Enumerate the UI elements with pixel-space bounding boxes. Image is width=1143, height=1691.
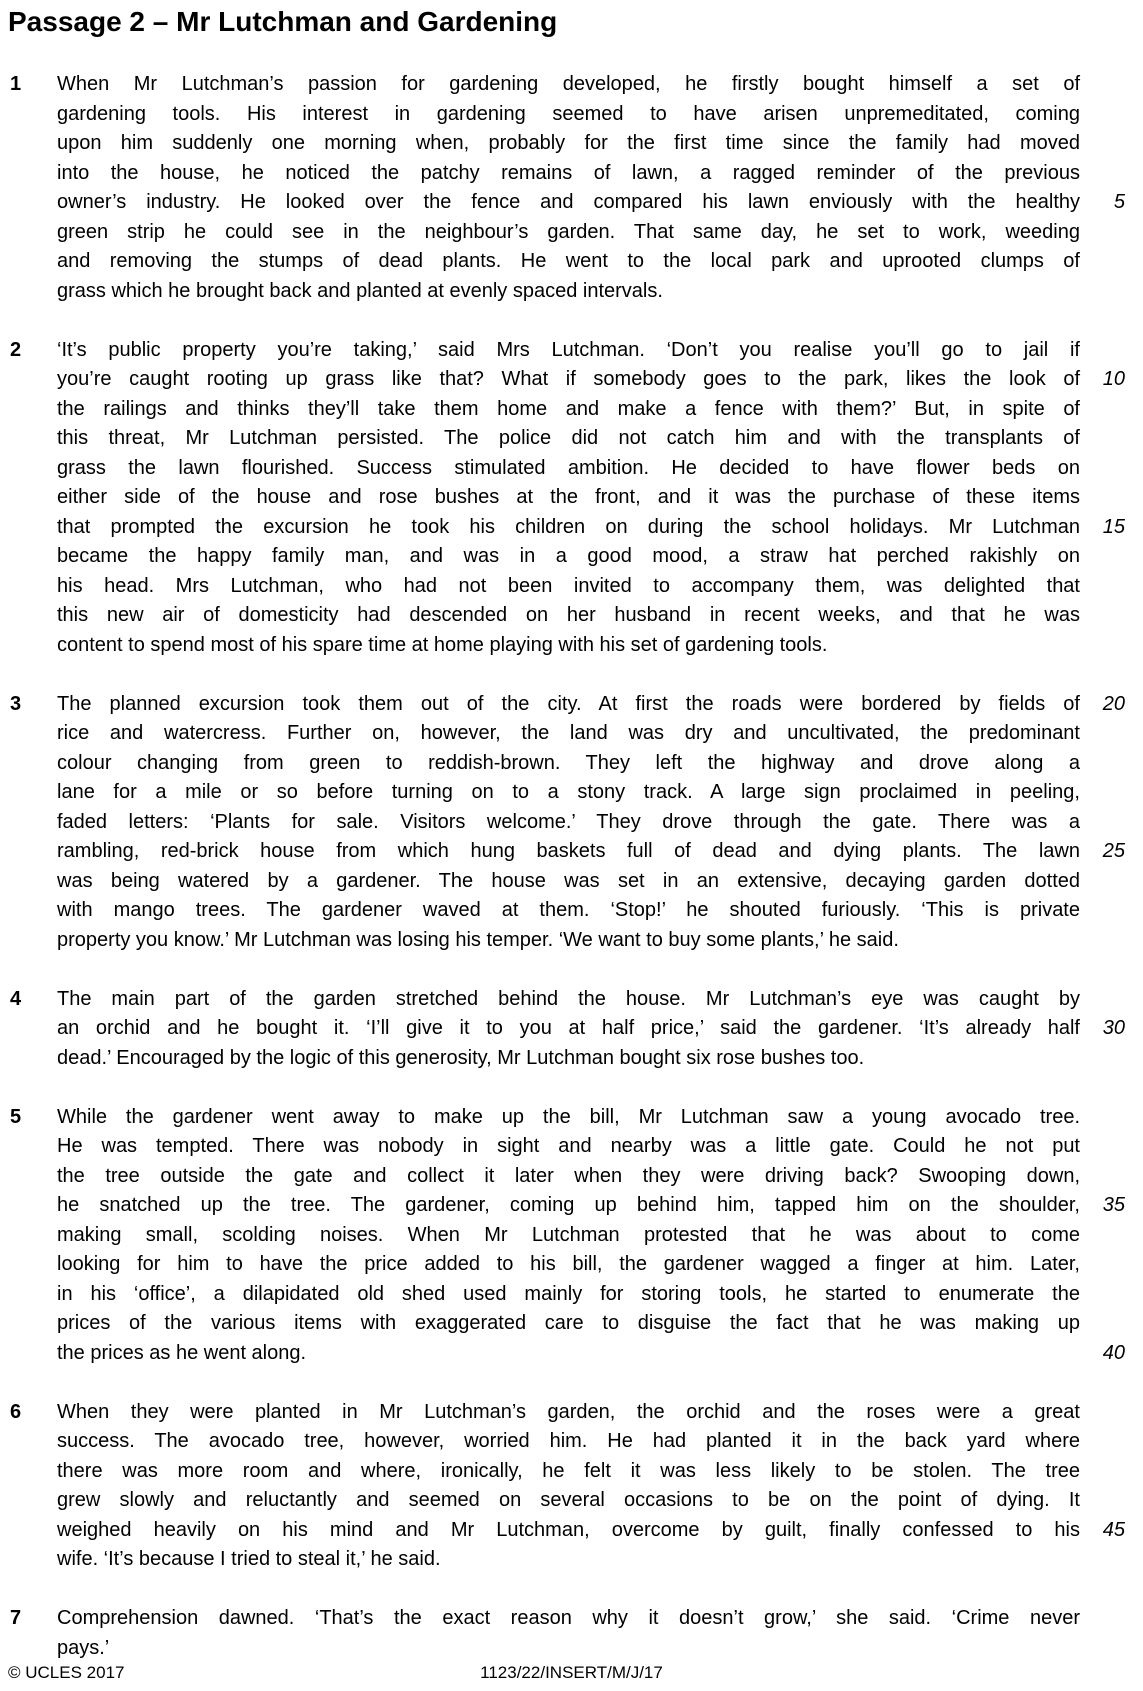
line-text: this threat, Mr Lutchman persisted. The police did not catch him and with the transplants of	[57, 427, 1080, 449]
line-text: this new air of domesticity had descended on her husband in recent weeks, and that he was	[57, 604, 1080, 626]
passage-line	[57, 100, 1080, 130]
passage-line	[57, 719, 1080, 749]
passage-line	[57, 1044, 1080, 1074]
paragraph-lines	[57, 1604, 1080, 1663]
line-text: The planned excursion took them out of the city. At first the roads were bordered by fields of	[57, 692, 1080, 715]
passage-line	[57, 395, 1080, 425]
line-text: wife. ‘It’s because I tried to steal it,’ he said.	[57, 1548, 441, 1570]
passage-line	[57, 277, 1080, 307]
paragraph-number: 5	[10, 1105, 22, 1128]
paragraph-number: 3	[10, 692, 22, 715]
passage-line	[57, 1339, 1125, 1369]
passage-line	[57, 1221, 1080, 1251]
paragraph	[10, 1398, 1125, 1575]
paragraph-lines	[57, 985, 1125, 1074]
line-text: that prompted the excursion he took his children on during the school holidays. Mr Lutchman	[57, 515, 1080, 538]
passage-line	[57, 1516, 1125, 1546]
passage-line	[57, 1398, 1080, 1428]
line-text: the prices as he went along.	[57, 1341, 307, 1364]
passage-line	[57, 336, 1080, 366]
line-text: looking for him to have the price added to his bill, the gardener wagged a finger at him. Later,	[57, 1253, 1080, 1275]
passage-line	[57, 1309, 1080, 1339]
passage-line	[57, 985, 1080, 1015]
margin-line-number: 30	[1102, 1017, 1125, 1039]
line-text: dead.’ Encouraged by the logic of this generosity, Mr Lutchman bought six rose bushes too.	[57, 1046, 865, 1069]
passage-line	[57, 1427, 1080, 1457]
paragraph-number: 4	[10, 987, 22, 1010]
line-text: there was more room and where, ironically, he felt it was less likely to be stolen. The tree	[57, 1459, 1080, 1482]
line-text: upon him suddenly one morning when, probably for the first time since the family had moved	[57, 132, 1080, 154]
line-text: the tree outside the gate and collect it later when they were driving back? Swooping down,	[57, 1164, 1080, 1187]
passage-line	[57, 1250, 1080, 1280]
line-text: content to spend most of his spare time at home playing with his set of gardening tools.	[57, 633, 828, 656]
line-text: with mango trees. The gardener waved at them. ‘Stop!’ he shouted furiously. ‘This is private	[57, 899, 1080, 921]
passage-line	[57, 690, 1125, 720]
line-text: pays.’	[57, 1636, 110, 1659]
margin-line-number: 35	[1102, 1194, 1125, 1216]
passage-content	[10, 70, 1125, 1691]
line-text: rice and watercress. Further on, however, the land was dry and uncultivated, the predominant	[57, 722, 1080, 744]
passage-line	[57, 1162, 1080, 1192]
passage-line	[57, 896, 1080, 926]
line-text: prices of the various items with exaggerated care to disguise the fact that he was making up	[57, 1312, 1080, 1334]
paragraph-number: 7	[10, 1607, 22, 1629]
margin-line-number: 45	[1102, 1518, 1125, 1541]
passage-line	[57, 542, 1080, 572]
line-text: Comprehension dawned. ‘That’s the exact reason why it doesn’t grow,’ she said. ‘Crime never	[57, 1607, 1080, 1629]
passage-line	[57, 749, 1080, 779]
line-text: and removing the stumps of dead plants. He went to the local park and uprooted clumps of	[57, 250, 1080, 272]
line-text: the railings and thinks they’ll take them home and make a fence with them?’ But, in spite of	[57, 397, 1080, 420]
passage-line	[57, 1486, 1080, 1516]
passage-line	[57, 454, 1080, 484]
margin-line-number: 10	[1102, 368, 1125, 390]
passage-line	[57, 1132, 1080, 1162]
paragraph-lines	[57, 336, 1125, 661]
line-text: weighed heavily on his mind and Mr Lutchman, overcome by guilt, finally confessed to his	[57, 1518, 1080, 1541]
passage-line	[57, 1191, 1125, 1221]
line-text: either side of the house and rose bushes at the front, and it was the purchase of these items	[57, 486, 1080, 508]
paragraph-lines	[57, 1398, 1125, 1575]
line-text: green strip he could see in the neighbour’s garden. That same day, he set to work, weeding	[57, 220, 1080, 243]
paragraph-lines	[57, 1103, 1125, 1369]
line-text: you’re caught rooting up grass like that? What if somebody goes to the park, likes the look of	[57, 368, 1080, 390]
passage-line	[57, 1457, 1080, 1487]
line-text: While the gardener went away to make up the bill, Mr Lutchman saw a young avocado tree.	[57, 1105, 1080, 1128]
page-footer	[0, 1662, 1143, 1686]
passage-line	[57, 867, 1080, 897]
passage-line	[57, 424, 1080, 454]
paragraph-number: 6	[10, 1400, 22, 1423]
passage-line	[57, 1604, 1080, 1634]
passage-line	[57, 483, 1080, 513]
line-text: property you know.’ Mr Lutchman was losing his temper. ‘We want to buy some plants,’ he said.	[57, 928, 899, 951]
passage-line	[57, 1545, 1080, 1575]
line-text: became the happy family man, and was in a good mood, a straw hat perched rakishly on	[57, 545, 1080, 567]
line-text: faded letters: ‘Plants for sale. Visitors welcome.’ They drove through the gate. There was a	[57, 810, 1080, 833]
passage-line	[57, 513, 1125, 543]
passage-line	[57, 129, 1080, 159]
passage-line	[57, 572, 1080, 602]
paragraph-number: 1	[10, 73, 22, 95]
line-text: He was tempted. There was nobody in sight and nearby was a little gate. Could he not put	[57, 1135, 1080, 1157]
line-text: he snatched up the tree. The gardener, coming up behind him, tapped him on the shoulder,	[57, 1194, 1080, 1216]
line-text: grass the lawn flourished. Success stimulated ambition. He decided to have flower beds on	[57, 456, 1080, 479]
line-text: his head. Mrs Lutchman, who had not been invited to accompany them, was delighted that	[57, 574, 1080, 597]
passage-line	[57, 218, 1080, 248]
passage-line	[57, 837, 1125, 867]
line-text: rambling, red-brick house from which hung baskets full of dead and dying plants. The lawn	[57, 840, 1080, 862]
line-text: The main part of the garden stretched behind the house. Mr Lutchman’s eye was caught by	[57, 987, 1080, 1010]
paragraph-lines	[57, 690, 1125, 956]
line-text: gardening tools. His interest in gardening seemed to have arisen unpremeditated, coming	[57, 102, 1080, 125]
line-text: grew slowly and reluctantly and seemed on several occasions to be on the point of dying. It	[57, 1489, 1080, 1511]
passage-line	[57, 365, 1125, 395]
line-text: colour changing from green to reddish-brown. They left the highway and drove along a	[57, 751, 1080, 774]
copyright-notice: © UCLES 2017	[8, 1663, 125, 1682]
passage-line	[57, 808, 1080, 838]
line-text: grass which he brought back and planted at evenly spaced intervals.	[57, 279, 663, 302]
passage-line	[57, 1103, 1080, 1133]
passage-line	[57, 778, 1080, 808]
line-text: When Mr Lutchman’s passion for gardening developed, he firstly bought himself a set of	[57, 73, 1080, 95]
line-text: owner’s industry. He looked over the fence and compared his lawn enviously with the healthy	[57, 191, 1080, 213]
passage-line	[57, 601, 1080, 631]
line-text: an orchid and he bought it. ‘I’ll give it to you at half price,’ said the gardener. ‘It’s already half	[57, 1017, 1080, 1039]
passage-line	[57, 926, 1080, 956]
margin-line-number: 25	[1102, 840, 1125, 862]
passage-line	[57, 188, 1125, 218]
paragraph	[10, 336, 1125, 661]
paragraph	[10, 985, 1125, 1074]
line-text: ‘It’s public property you’re taking,’ said Mrs Lutchman. ‘Don’t you realise you’ll go to jail if	[57, 338, 1080, 361]
passage-line	[57, 1280, 1080, 1310]
passage-line	[57, 247, 1080, 277]
paragraph	[10, 1604, 1080, 1663]
passage-line	[57, 1014, 1125, 1044]
paragraph	[10, 1103, 1125, 1369]
line-text: success. The avocado tree, however, worried him. He had planted it in the back yard where	[57, 1430, 1080, 1452]
line-text: in his ‘office’, a dilapidated old shed used mainly for storing tools, he started to enumerate the	[57, 1282, 1080, 1305]
passage-line	[57, 631, 1080, 661]
passage-line	[57, 159, 1080, 189]
paragraph-lines	[57, 70, 1125, 306]
line-text: When they were planted in Mr Lutchman’s garden, the orchid and the roses were a great	[57, 1400, 1080, 1423]
passage-line	[57, 70, 1080, 100]
document-code: 1123/22/INSERT/M/J/17	[480, 1663, 663, 1682]
passage-title: Passage 2 – Mr Lutchman and Gardening	[8, 6, 558, 37]
margin-line-number: 20	[1102, 692, 1125, 715]
margin-line-number: 15	[1102, 515, 1125, 538]
line-text: was being watered by a gardener. The house was set in an extensive, decaying garden dotted	[57, 869, 1080, 892]
line-text: lane for a mile or so before turning on to a stony track. A large sign proclaimed in peeling,	[57, 781, 1080, 803]
paragraph	[10, 70, 1125, 306]
paragraph	[10, 690, 1125, 956]
paragraph-number: 2	[10, 338, 22, 361]
margin-line-number: 40	[1102, 1341, 1125, 1364]
passage-line	[57, 1634, 1080, 1664]
margin-line-number: 5	[1113, 191, 1125, 213]
line-text: into the house, he noticed the patchy remains of lawn, a ragged reminder of the previous	[57, 161, 1080, 184]
line-text: making small, scolding noises. When Mr Lutchman protested that he was about to come	[57, 1223, 1080, 1246]
